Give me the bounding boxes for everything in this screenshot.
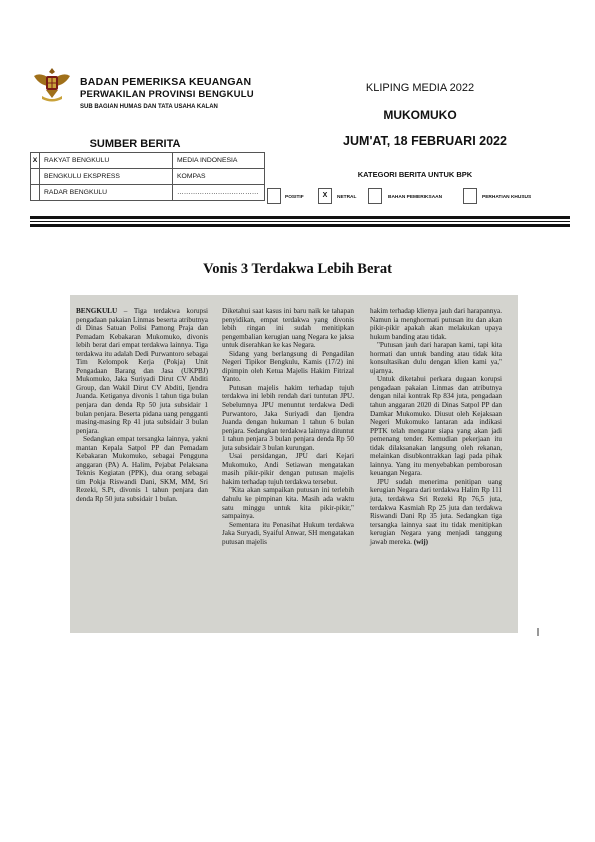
garuda-logo (30, 62, 74, 106)
article-paragraph: Untuk diketahui perkara dugaan korupsi pengadaan pakaian Linmas dan atributnya dengan nilai kontrak Rp 834 juta, pengadaan tahun anggaran 2020 di Dinas Satpol PP dan Damkar Mukomuko. Diusut oleh Kejaksaan Negeri Mukomuko lantaran ada indikasi PPTK telah mengatur siapa yang akan jadi pemenang tender. Kemudian pekerjaan itu tidak dilaksanakan langsung oleh rekanan, melainkan disubkontrakkan lagi pada pihak lainnya. Yang itu menyebabkan pemborosan keuangan Negara. (370, 375, 502, 478)
source-checkbox[interactable]: X (31, 153, 40, 169)
region-label: MUKOMUKO (383, 108, 457, 122)
article-paragraph: Usai persidangan, JPU dari Kejari Mukomuko, Andi Setiawan mengatakan masih pikir-pikir dengan putusan majelis hakim terhadap tujuh terdakwa tersebut. (222, 452, 354, 486)
source-name: RADAR BENGKULU (40, 185, 173, 201)
article-dateline: BENGKULU (76, 307, 118, 315)
category-netral-label: NETRAL (337, 195, 357, 200)
divider (30, 216, 570, 219)
source-checkbox[interactable] (31, 169, 40, 185)
source-other: ……………………………… (173, 185, 265, 201)
source-row (31, 153, 265, 169)
article-column-1 (76, 307, 208, 504)
source-other: MEDIA INDONESIA (173, 153, 265, 169)
article-paragraph-text: JPU sudah menerima penitipan uang kerugian Negara dari terdakwa Halim Rp 111 juta, terdakwa Sri Rezeki Rp 76,5 juta, terdakwa Kasmiah Rp 25 juta dan terdakwa Riswandi Dani Rp 35 juta. Sedangkan tiga tersangka lainnya saat itu tidak menitipkan kerugian Negara yang menjadi tanggung jawab mereka. (370, 477, 502, 546)
article-paragraph (370, 478, 502, 546)
article-paragraph: Diketahui saat kasus ini baru naik ke tahapan penyidikan, empat terdakwa yang divonis lebih ringan ini sudah menitipkan pengembalian kerugian uang Negara ke jaksa untuk diserahkan ke kas Negara. (222, 307, 354, 350)
category-bahan-checkbox[interactable] (368, 188, 382, 204)
source-row (31, 169, 265, 185)
source-other: KOMPAS (173, 169, 265, 185)
article-paragraph (76, 307, 208, 435)
category-positif-label: POSITIF (285, 195, 304, 200)
kliping-label: KLIPING MEDIA 2022 (365, 82, 475, 94)
article-paragraph: Sedangkan empat tersangka lainnya, yakni mantan Kepala Satpol PP dan Pemadam Kebakaran Mukomuko, sebagai Pengguna anggaran (PA) A. Halim, Pejabat Pelaksana Teknis Kegiatan (PPK), dua orang sebagai tim Pokja Riswandi Dani, SKM, MM, Sri Rezeki, S.Pt, divonis 1 tahun penjara dan denda Rp 50 juta subsidair 1 bulan. (76, 435, 208, 504)
article-paragraph: hakim terhadap klienya jauh dari harapannya. Namun ia menghormati putusan itu dan akan pikir-pikir apakah akan melakukan upaya hukum banding atau tidak. (370, 307, 502, 341)
article-paragraph: "Putusan jauh dari harapan kami, tapi kita hormati dan untuk banding atau tidak kita konsultasikan dulu dengan klien kami ya," ujarnya. (370, 341, 502, 375)
scan-mark (537, 628, 539, 636)
divider (30, 224, 570, 227)
source-name: BENGKULU EKSPRESS (40, 169, 173, 185)
article-column-2 (222, 307, 354, 546)
source-table (30, 152, 265, 201)
article-paragraph-text: – Tiga terdakwa korupsi pengadaan pakaian Linmas beserta atributnya di Dinas Satuan Polisi Pamong Praja dan Pemadam Kebakaran Mukomuko, divonis lebih berat dari empat terdakwa lainnya. Tiga terdakwa itu adalah Dedi Purwantoro sebagai Tim Kelompok Kerja (Pokja) Unit Pengadaan Barang dan Jasa (UKPBJ) Mukomuko, Jaka Suriyadi Dirut CV Abditi Group, dan Wakil Dirut CV Abditi, Ijendra Juanda. Ketiganya divonis 1 tahun tiga bulan penjara dan denda Rp 50 juta subsidair 1 bulan penjara. Beserta pidana uang pengganti masing-masing Rp 41 juta subsidair 3 bulan penjara. (76, 307, 208, 435)
category-positif-checkbox[interactable] (267, 188, 281, 204)
category-bahan-label: BAHAN PEMERIKSAAN (388, 195, 443, 200)
category-perhatian-checkbox[interactable] (463, 188, 477, 204)
org-branch: PERWAKILAN PROVINSI BENGKULU (80, 89, 254, 100)
divider (30, 221, 570, 222)
article-clipping (70, 295, 518, 633)
org-division: SUB BAGIAN HUMAS DAN TATA USAHA KALAN (80, 104, 218, 110)
category-netral-checkbox[interactable]: X (318, 188, 332, 204)
source-title: SUMBER BERITA (89, 138, 181, 150)
publication-date: JUM'AT, 18 FEBRUARI 2022 (343, 134, 507, 148)
source-row (31, 185, 265, 201)
article-paragraph: "Kita akan sampaikan putusan ini terlebih dahulu ke pimpinan kita. Masih ada waktu satu minggu untuk kita pikir-pikir," sampainya. (222, 486, 354, 521)
article-signoff: (wij) (413, 537, 429, 546)
article-paragraph: Sidang yang berlangsung di Pengadilan Negeri Tipikor Bengkulu, Kamis (17/2) ini dipimpin oleh Ketua Majelis Hakim Fitrizal Yanto. (222, 349, 354, 384)
org-name: BADAN PEMERIKSA KEUANGAN (80, 76, 252, 88)
article-column-3 (370, 307, 502, 546)
source-name: RAKYAT BENGKULU (40, 153, 173, 169)
category-title: KATEGORI BERITA UNTUK BPK (357, 170, 473, 179)
article-headline: Vonis 3 Terdakwa Lebih Berat (203, 261, 392, 277)
article-paragraph: Sementara itu Penasihat Hukum terdakwa Jaka Suryadi, Syaiful Anwar, SH mengatakan putusan majelis (222, 520, 354, 546)
category-perhatian-label: PERHATIAN KHUSUS (482, 195, 532, 200)
source-checkbox[interactable] (31, 185, 40, 201)
article-paragraph: Putusan majelis hakim terhadap tujuh terdakwa ini lebih rendah dari tuntutan JPU. Sebelumnya JPU menuntut terdakwa Dedi Purwantoro, Jaka Suriyadi dan Ijendra Juanda dengan hukuman 1 tahun 6 bulan penjara. Sedangkan terdakwa lainnya dituntut 1 tahun penjara 3 bulan penjara denda Rp 50 juta subsidair 3 bulan kurungan. (222, 383, 354, 452)
